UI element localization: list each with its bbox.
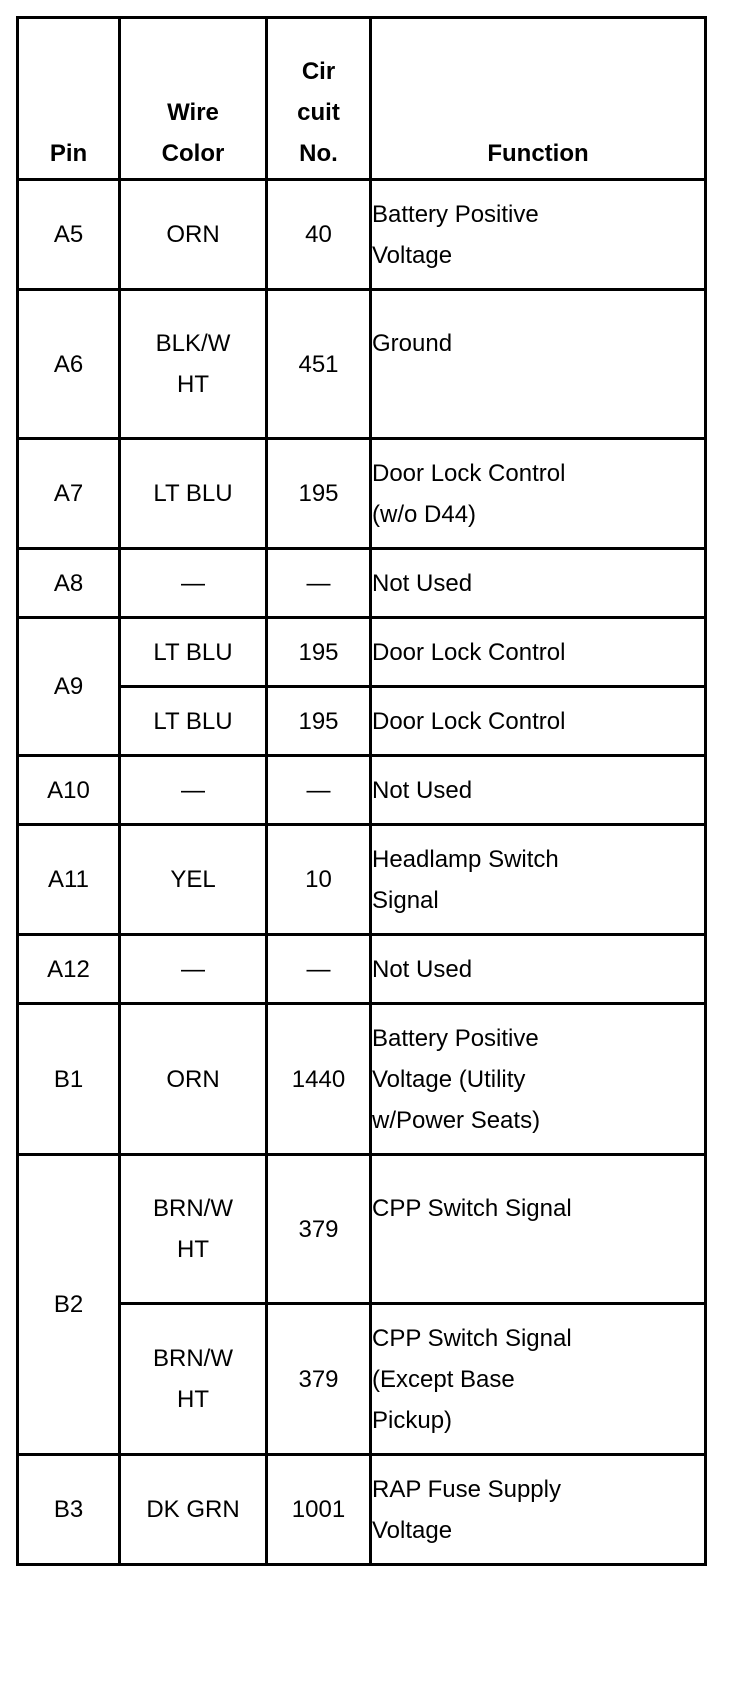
wire-color-cell: LT BLU xyxy=(120,618,267,687)
pin-cell: A9 xyxy=(18,618,120,756)
circuit-cell: 10 xyxy=(267,825,371,935)
wire-color-cell: LT BLU xyxy=(120,687,267,756)
circuit-cell: 195 xyxy=(267,618,371,687)
pin-cell: A10 xyxy=(18,756,120,825)
circuit-cell: 195 xyxy=(267,687,371,756)
wire-color-cell: ORN xyxy=(120,1004,267,1155)
header-row xyxy=(18,18,706,180)
circuit-cell: 451 xyxy=(267,290,371,439)
table-row xyxy=(18,756,706,825)
table-row xyxy=(18,825,706,935)
function-cell: Ground xyxy=(371,290,706,439)
wire-color-cell: — xyxy=(120,935,267,1004)
table-row xyxy=(18,618,706,687)
function-cell: Battery Positive Voltage xyxy=(371,180,706,290)
header-pin: Pin xyxy=(18,18,120,180)
function-cell: Door Lock Control xyxy=(371,687,706,756)
table-row xyxy=(18,549,706,618)
function-cell: Battery Positive Voltage (Utility w/Power Seats) xyxy=(371,1004,706,1155)
table-row xyxy=(18,439,706,549)
function-cell: Not Used xyxy=(371,756,706,825)
table-row xyxy=(18,1455,706,1565)
wire-color-cell: — xyxy=(120,549,267,618)
circuit-cell: 379 xyxy=(267,1304,371,1455)
wire-color-cell: YEL xyxy=(120,825,267,935)
table-row xyxy=(18,1155,706,1304)
circuit-cell: — xyxy=(267,756,371,825)
wire-color-cell: BRN/W HT xyxy=(120,1304,267,1455)
header-wire-color: Wire Color xyxy=(120,18,267,180)
header-circuit-no: Cir cuit No. xyxy=(267,18,371,180)
pin-cell: A5 xyxy=(18,180,120,290)
wire-color-cell: ORN xyxy=(120,180,267,290)
function-cell: Headlamp Switch Signal xyxy=(371,825,706,935)
function-cell: Not Used xyxy=(371,549,706,618)
circuit-cell: 40 xyxy=(267,180,371,290)
circuit-cell: — xyxy=(267,935,371,1004)
function-cell: CPP Switch Signal (Except Base Pickup) xyxy=(371,1304,706,1455)
pin-cell: B1 xyxy=(18,1004,120,1155)
wire-color-cell: LT BLU xyxy=(120,439,267,549)
function-cell: CPP Switch Signal xyxy=(371,1155,706,1304)
table-row xyxy=(18,290,706,439)
wire-color-cell: DK GRN xyxy=(120,1455,267,1565)
circuit-cell: 1001 xyxy=(267,1455,371,1565)
wire-color-cell: — xyxy=(120,756,267,825)
pin-cell: A12 xyxy=(18,935,120,1004)
function-cell: RAP Fuse Supply Voltage xyxy=(371,1455,706,1565)
connector-pinout-table xyxy=(16,16,707,1566)
table-row xyxy=(18,1304,706,1455)
header-function: Function xyxy=(371,18,706,180)
pin-cell: A6 xyxy=(18,290,120,439)
pin-cell: B2 xyxy=(18,1155,120,1455)
circuit-cell: 195 xyxy=(267,439,371,549)
pin-cell: A11 xyxy=(18,825,120,935)
table-row xyxy=(18,1004,706,1155)
pin-cell: A8 xyxy=(18,549,120,618)
circuit-cell: — xyxy=(267,549,371,618)
table-row xyxy=(18,687,706,756)
wire-color-cell: BLK/W HT xyxy=(120,290,267,439)
circuit-cell: 1440 xyxy=(267,1004,371,1155)
function-cell: Door Lock Control xyxy=(371,618,706,687)
table-row xyxy=(18,935,706,1004)
wire-color-cell: BRN/W HT xyxy=(120,1155,267,1304)
pin-cell: A7 xyxy=(18,439,120,549)
function-cell: Door Lock Control (w/o D44) xyxy=(371,439,706,549)
circuit-cell: 379 xyxy=(267,1155,371,1304)
table-row xyxy=(18,180,706,290)
function-cell: Not Used xyxy=(371,935,706,1004)
pin-cell: B3 xyxy=(18,1455,120,1565)
